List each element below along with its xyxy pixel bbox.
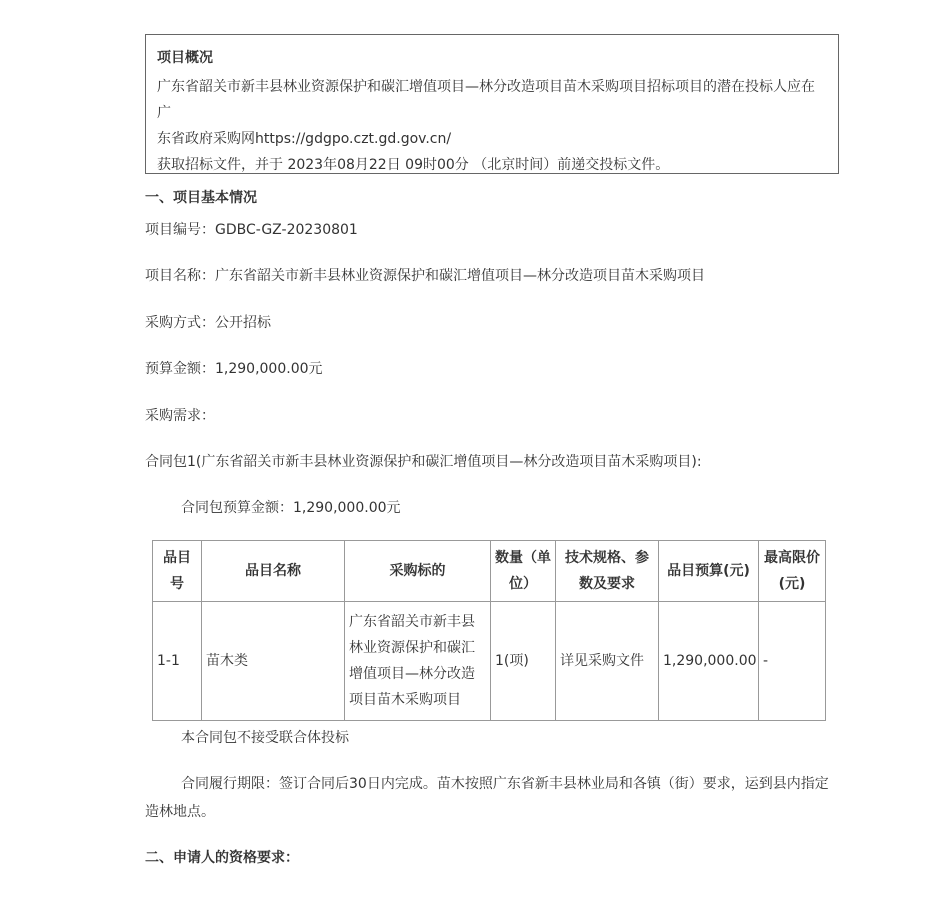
header-item-budget: 品目预算(元)	[659, 541, 759, 602]
summary-line-1: 广东省韶关市新丰县林业资源保护和碳汇增值项目—林分改造项目苗木采购项目招标项目的潜在投标人应在广	[157, 79, 815, 121]
budget-amount: 预算金额：1,290,000.00元	[145, 361, 323, 377]
requirements-label: 采购需求：	[145, 408, 215, 424]
section-1-title: 一、项目基本情况	[145, 190, 257, 206]
table-row	[153, 602, 826, 721]
header-max-price: 最高限价(元)	[759, 541, 826, 602]
header-item-number: 品目号	[153, 541, 202, 602]
project-name: 项目名称：广东省韶关市新丰县林业资源保护和碳汇增值项目—林分改造项目苗木采购项目	[145, 268, 705, 284]
cell-item-budget: 1,290,000.00	[659, 602, 759, 721]
header-tech-specs: 技术规格、参数及要求	[556, 541, 659, 602]
cell-quantity: 1(项)	[491, 602, 556, 721]
table-header-row	[153, 541, 826, 602]
cell-max-price: -	[759, 602, 826, 721]
cell-tech-specs: 详见采购文件	[556, 602, 659, 721]
no-consortium-note: 本合同包不接受联合体投标	[181, 730, 349, 746]
cell-item-name: 苗木类	[202, 602, 345, 721]
contract-package-title: 合同包1(广东省韶关市新丰县林业资源保护和碳汇增值项目—林分改造项目苗木采购项目):	[145, 454, 702, 470]
header-item-name: 品目名称	[202, 541, 345, 602]
project-summary-box	[145, 34, 839, 174]
contract-package-budget: 合同包预算金额：1,290,000.00元	[181, 500, 401, 516]
header-quantity: 数量（单位）	[491, 541, 556, 602]
summary-line-2: 东省政府采购网https://gdgpo.czt.gd.gov.cn/	[157, 131, 452, 147]
procurement-items-table	[152, 540, 826, 721]
project-number: 项目编号：GDBC-GZ-20230801	[145, 222, 358, 238]
summary-title: 项目概况	[157, 50, 213, 66]
cell-procurement-subject: 广东省韶关市新丰县林业资源保护和碳汇增值项目—林分改造项目苗木采购项目	[345, 602, 491, 721]
summary-line-3: 获取招标文件，并于 2023年08月22日 09时00分 （北京时间）前递交投标文件。	[157, 157, 670, 173]
procurement-method: 采购方式：公开招标	[145, 315, 271, 331]
header-procurement-subject: 采购标的	[345, 541, 491, 602]
performance-period: 合同履行期限：签订合同后30日内完成。苗木按照广东省新丰县林业局和各镇（街）要求，运到县内指定造林地点。	[145, 776, 829, 820]
cell-item-number: 1-1	[153, 602, 202, 721]
section-2-title: 二、申请人的资格要求：	[145, 850, 299, 866]
